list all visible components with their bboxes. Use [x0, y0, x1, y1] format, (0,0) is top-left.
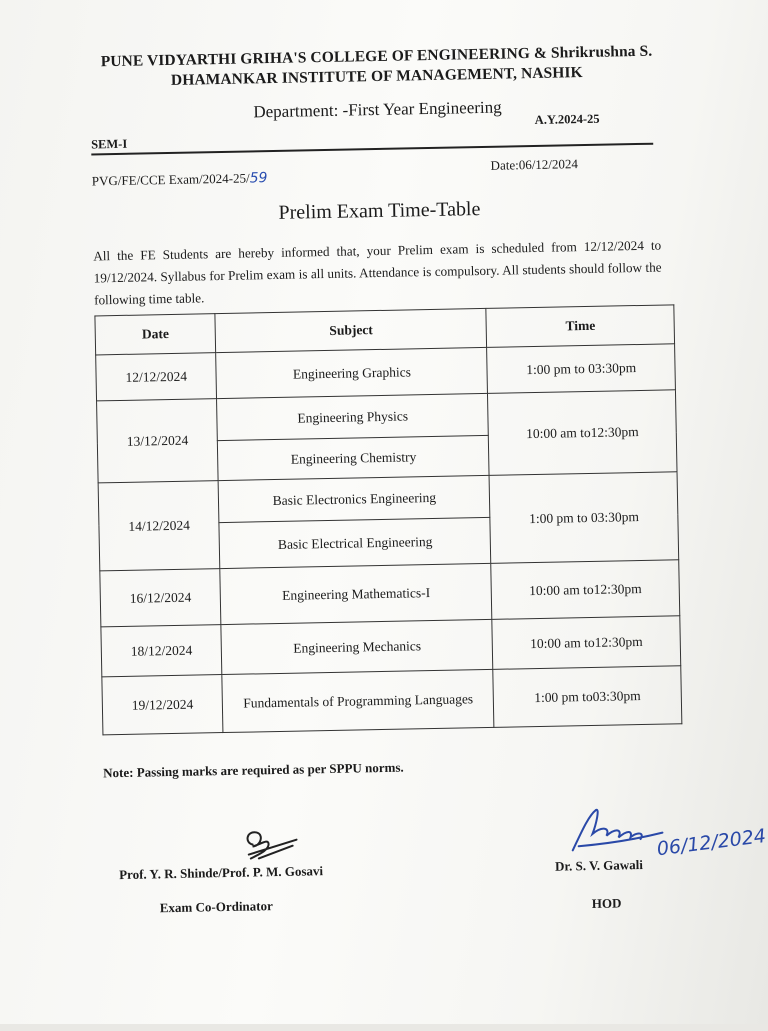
- hod-handwritten-date: 06/12/2024: [655, 825, 768, 861]
- column-header-date: Date: [95, 314, 216, 355]
- table-row: [102, 666, 682, 735]
- cell-time: 10:00 am to12:30pm: [488, 390, 677, 476]
- hod-signature: [566, 803, 667, 857]
- column-header-time: Time: [486, 305, 674, 348]
- exam-coordinator-name: Prof. Y. R. Shinde/Prof. P. M. Gosavi: [118, 863, 324, 883]
- reference-handwritten-number: 59: [249, 170, 268, 187]
- cell-time: 1:00 pm to 03:30pm: [487, 344, 676, 394]
- document-title: Prelim Exam Time-Table: [278, 198, 481, 224]
- issue-date: Date:06/12/2024: [490, 156, 579, 173]
- header-divider: [91, 143, 653, 156]
- cell-time: 10:00 am to12:30pm: [492, 616, 681, 670]
- cell-subject: Engineering Graphics: [216, 347, 488, 398]
- exam-timetable: [94, 304, 682, 735]
- cell-subject: Engineering Mathematics-I: [220, 563, 492, 624]
- cell-subject: Fundamentals of Programming Languages: [222, 669, 494, 732]
- cell-time: 1:00 pm to 03:30pm: [489, 472, 678, 564]
- exam-coordinator-signature: [238, 824, 303, 865]
- cell-subject: Engineering Physics: [217, 393, 489, 440]
- academic-year-label: A.Y.2024-25: [534, 111, 600, 127]
- cell-subject: Engineering Mechanics: [221, 619, 493, 674]
- institution-name-line1: PUNE VIDYARTHI GRIHA'S COLLEGE OF ENGINEERING & Shrikrushna S.: [100, 42, 653, 71]
- reference-number: [92, 170, 268, 189]
- cell-date: 18/12/2024: [101, 625, 222, 677]
- notice-paragraph: All the FE Students are hereby informed that, your Prelim exam is scheduled from 12/12/2024 to 19/12/2024. Syllabus for Prelim exam is all units. Attendance is compulsory. All students should follow the following time table.: [93, 237, 662, 308]
- cell-date: 14/12/2024: [98, 481, 220, 571]
- department-heading: Department: -First Year Engineering: [253, 97, 502, 122]
- cell-subject: Basic Electronics Engineering: [218, 475, 490, 522]
- hod-name: Dr. S. V. Gawali: [554, 857, 644, 874]
- exam-coordinator-role: Exam Co-Ordinator: [159, 898, 273, 916]
- semester-label: SEM-I: [90, 136, 128, 152]
- cell-date: 19/12/2024: [102, 675, 223, 735]
- cell-time: 10:00 am to12:30pm: [491, 560, 680, 620]
- cell-time: 1:00 pm to03:30pm: [493, 666, 682, 728]
- institution-name-line2: DHAMANKAR INSTITUTE OF MANAGEMENT, NASHIK: [170, 64, 583, 89]
- cell-subject: Basic Electrical Engineering: [219, 517, 491, 568]
- hod-role: HOD: [591, 895, 622, 912]
- reference-prefix: PVG/FE/CCE Exam/2024-25/: [91, 170, 250, 189]
- column-header-subject: Subject: [215, 308, 487, 352]
- cell-date: 16/12/2024: [100, 569, 221, 627]
- cell-date: 12/12/2024: [96, 353, 217, 401]
- cell-subject: Engineering Chemistry: [218, 435, 490, 480]
- passing-marks-note: Note: Passing marks are required as per SPPU norms.: [103, 759, 404, 781]
- cell-date: 13/12/2024: [97, 399, 219, 483]
